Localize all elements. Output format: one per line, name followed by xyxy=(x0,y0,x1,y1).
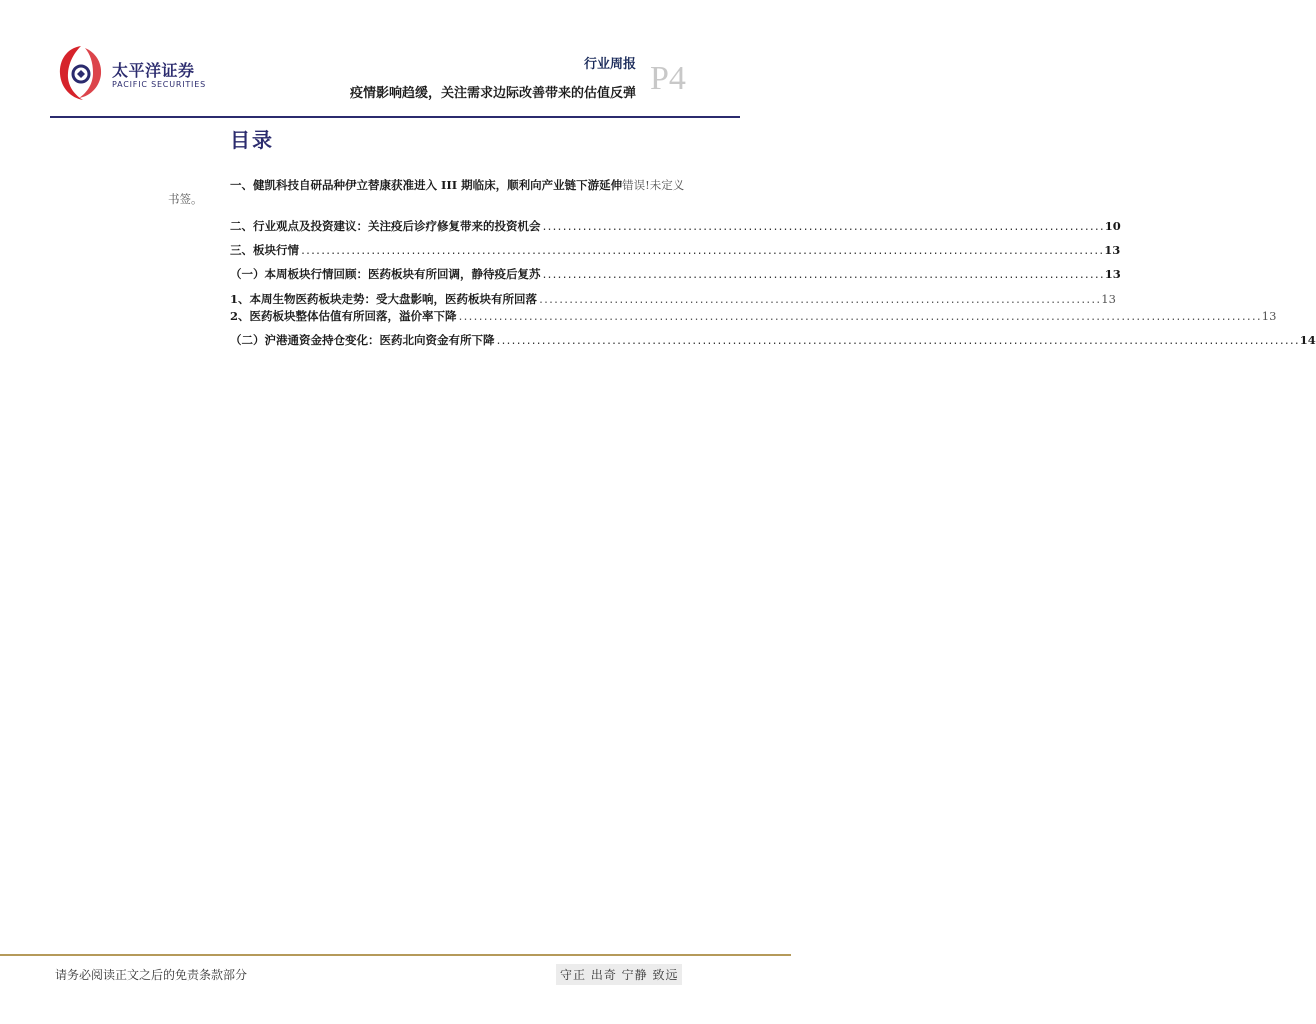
toc-leader-dots: ................................................................................................................ xyxy=(541,222,1104,233)
page-number: P4 xyxy=(650,60,686,97)
toc-entry-error: 错误!未定义 xyxy=(622,178,685,192)
toc-entry[interactable] xyxy=(230,308,1277,324)
toc-leader-dots: ................................................................................................................ xyxy=(538,295,1101,306)
toc-entry[interactable] xyxy=(230,266,1121,282)
toc-entry[interactable] xyxy=(230,218,1121,234)
toc-entry-page: 13 xyxy=(1261,309,1277,323)
toc-entry-error-continued: 书签。 xyxy=(168,192,203,206)
toc-entry-text: 1、本周生物医药板块走势：受大盘影响，医药板块有所回落 xyxy=(230,292,537,306)
toc-entry-text: 一、健凯科技自研品种伊立替康获准进入 III 期临床，顺利向产业链下游延伸 xyxy=(230,178,623,192)
toc-leader-dots: ................................................................................................................................................................ xyxy=(495,336,1299,347)
toc-entry-text: 二、行业观点及投资建议：关注疫后诊疗修复带来的投资机会 xyxy=(230,219,541,233)
toc-entry-page: 13 xyxy=(1104,267,1121,281)
toc-leader-dots: ................................................................................................................ xyxy=(541,270,1104,281)
report-type: 行业周报 xyxy=(583,57,636,72)
toc-entry[interactable] xyxy=(230,332,1316,348)
toc-entry[interactable] xyxy=(230,177,684,193)
toc-entry-text: 三、板块行情 xyxy=(230,243,299,257)
toc-entry[interactable] xyxy=(230,291,1116,307)
footer-disclaimer: 请务必阅读正文之后的免责条款部分 xyxy=(55,968,248,982)
toc-entry-text: （一）本周板块行情回顾：医药板块有所回调，静待疫后复苏 xyxy=(230,267,541,281)
toc-title: 目录 xyxy=(230,128,274,152)
toc-entry-page: 13 xyxy=(1101,292,1116,306)
toc-leader-dots: ................................................................................................................................................................ xyxy=(300,246,1104,257)
toc-entry-page: 14 xyxy=(1299,333,1316,347)
logo-chinese-name: 太平洋证券 xyxy=(112,61,195,80)
logo-english-name: PACIFIC SECURITIES xyxy=(112,80,206,89)
footer-motto: 守正 出奇 宁静 致远 xyxy=(556,964,682,985)
report-title: 疫情影响趋缓，关注需求边际改善带来的估值反弹 xyxy=(349,86,636,101)
toc-entry-page: 13 xyxy=(1104,243,1121,257)
toc-entry-page: 10 xyxy=(1104,219,1121,233)
toc-entry-text: 2、医药板块整体估值有所回落，溢价率下降 xyxy=(230,309,457,323)
pacific-securities-logo-icon xyxy=(55,42,107,104)
company-logo xyxy=(55,42,215,104)
header-divider xyxy=(50,116,740,118)
toc-entry[interactable] xyxy=(230,242,1121,258)
toc-leader-dots: ................................................................................................................................................................ xyxy=(457,312,1261,323)
footer-divider xyxy=(0,954,791,956)
toc-entry-text: （二）沪港通资金持仓变化：医药北向资金有所下降 xyxy=(230,333,495,347)
